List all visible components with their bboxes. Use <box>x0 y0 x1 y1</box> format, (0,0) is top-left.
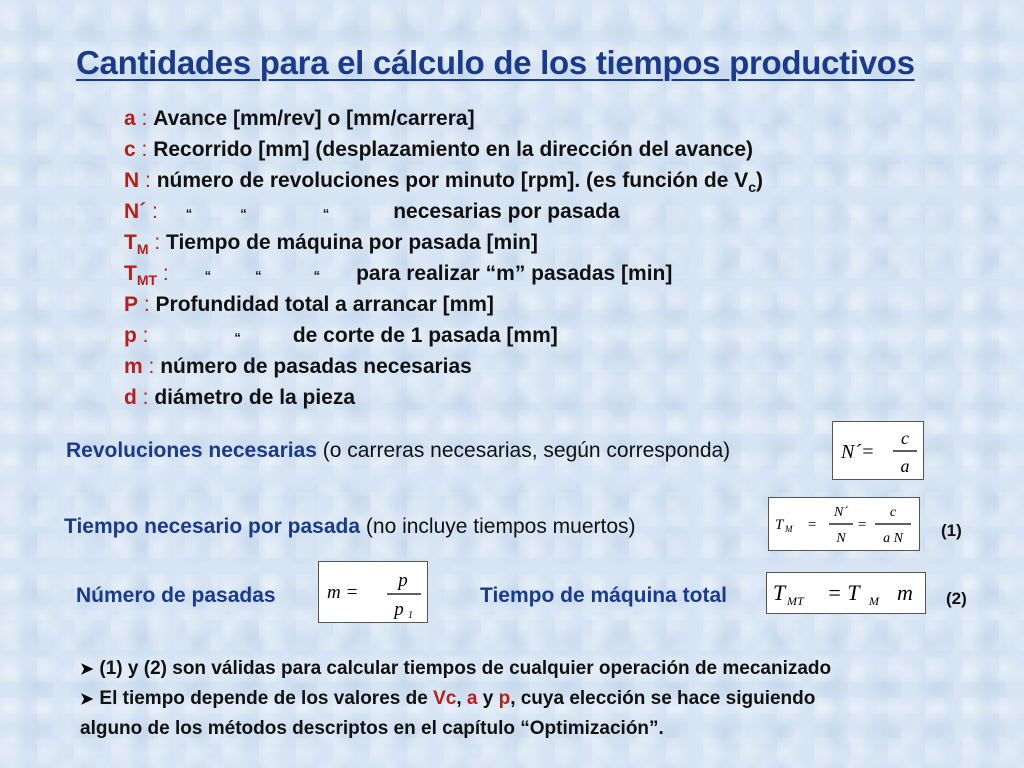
formula-denominator: p <box>394 599 404 620</box>
formula-m: m <box>897 580 913 605</box>
formula-revolutions <box>832 421 924 480</box>
tpp-label-bold: Tiempo necesario por pasada <box>64 515 361 538</box>
ditto-mark: “ <box>234 330 241 345</box>
def-subscript: M <box>136 241 149 257</box>
formula-d2: a N <box>883 531 903 546</box>
def-P <box>124 292 494 318</box>
bullet-text-end: , cuya elección se hace siguiendo <box>510 688 816 709</box>
def-separator: : <box>146 200 164 223</box>
def-symbol: d <box>124 386 137 409</box>
equation-tag-1: (1) <box>941 521 962 540</box>
ditto-mark: “ <box>255 268 262 283</box>
def-subscript: c <box>748 179 757 195</box>
def-symbol: T <box>124 262 137 285</box>
def-c <box>124 137 753 163</box>
def-text: diámetro de la pieza <box>154 386 356 409</box>
formula-denominator-subscript: 1 <box>408 610 413 621</box>
bullet-symbol-vc: Vc <box>433 688 457 709</box>
formula-lhs: N´= <box>841 441 875 463</box>
def-symbol: N´ <box>124 200 147 223</box>
passes-label: Número de pasadas <box>76 584 276 607</box>
def-text: necesarias por pasada <box>393 200 620 223</box>
def-separator: : <box>157 262 175 285</box>
formula-T: T <box>775 517 784 533</box>
bullet-text: alguno de los métodos descriptos en el capítulo “Optimización”. <box>80 718 664 739</box>
def-subscript: MT <box>136 272 158 288</box>
formula-T-subscript-2: M <box>869 594 879 608</box>
total-time-label: Tiempo de máquina total <box>480 584 727 607</box>
def-symbol: T <box>124 231 137 254</box>
formula-total-time <box>766 572 926 614</box>
tpp-label <box>64 515 636 539</box>
def-text: Tiempo de máquina por pasada [min] <box>166 231 538 254</box>
def-d <box>124 385 355 411</box>
def-text: Recorrido [mm] (desplazamiento en la dirección del avance) <box>153 138 754 161</box>
def-N-prime <box>124 199 620 227</box>
arrow-bullet-icon: ➤ <box>80 661 94 678</box>
bullet-item-3 <box>80 714 664 744</box>
formula-lhs: m = <box>327 582 359 603</box>
formula-numerator: c <box>901 428 909 448</box>
def-symbol: m <box>124 355 143 378</box>
ditto-mark: “ <box>240 206 247 221</box>
bullet-text: (1) y (2) son válidas para calcular tiempos de cualquier operación de mecanizado <box>99 658 832 679</box>
formula-passes <box>318 561 428 623</box>
tpp-label-rest: (no incluye tiempos muertos) <box>360 515 636 538</box>
formula-eq: = T <box>827 580 860 605</box>
def-separator: : <box>135 107 154 130</box>
def-text: para realizar “m” pasadas [min] <box>356 262 673 285</box>
formula-time-per-pass <box>768 497 920 551</box>
def-TM <box>124 230 538 262</box>
def-symbol: N <box>124 169 140 192</box>
ditto-mark: “ <box>322 206 330 221</box>
formula-eq-2: = <box>857 517 868 533</box>
def-text: Avance [mm/rev] o [mm/carrera] <box>153 107 475 130</box>
formula-numerator: p <box>398 570 408 591</box>
bullet-item-1 <box>80 654 831 685</box>
ditto-mark: “ <box>185 206 193 221</box>
def-symbol: c <box>124 138 136 161</box>
def-separator: : <box>142 355 161 378</box>
formula-T-subscript: M <box>785 524 793 534</box>
def-separator: : <box>139 169 157 192</box>
bullet-item-2 <box>80 684 815 715</box>
def-text-end: ) <box>756 169 764 192</box>
bullet-symbol-a: a <box>466 688 478 709</box>
def-symbol: P <box>124 293 139 316</box>
rev-label-rest: (o carreras necesarias, según corresponda) <box>316 439 731 462</box>
def-text: Profundidad total a arrancar [mm] <box>155 293 494 316</box>
bullet-y: y <box>477 688 499 709</box>
def-separator: : <box>148 231 167 254</box>
formula-denominator: a <box>900 456 910 476</box>
def-text: número de revoluciones por minuto [rpm]. (es función de V <box>156 169 749 192</box>
def-symbol: p <box>124 324 137 347</box>
def-a <box>124 106 475 132</box>
formula-n1: N´ <box>834 505 848 520</box>
equation-tag-2: (2) <box>946 589 967 608</box>
bullet-text: El tiempo depende de los valores de <box>99 688 434 709</box>
def-separator: : <box>136 386 155 409</box>
bullet-symbol-p: p <box>498 688 511 709</box>
def-separator: : <box>136 324 155 347</box>
def-TMT <box>124 261 672 293</box>
def-text: número de pasadas necesarias <box>160 355 472 378</box>
formula-T-subscript: MT <box>787 594 804 608</box>
ditto-mark: “ <box>313 268 321 283</box>
rev-label <box>66 439 730 463</box>
def-symbol: a <box>124 107 136 130</box>
def-separator: : <box>135 138 154 161</box>
def-N <box>124 168 763 200</box>
ditto-mark: “ <box>204 268 212 283</box>
arrow-bullet-icon: ➤ <box>80 691 94 708</box>
def-m <box>124 354 472 380</box>
def-text: de corte de 1 pasada [mm] <box>292 324 558 347</box>
formula-d1: N <box>836 531 846 546</box>
formula-n2: c <box>889 505 897 520</box>
def-separator: : <box>138 293 156 316</box>
rev-label-bold: Revoluciones necesarias <box>66 439 317 462</box>
formula-T: T <box>773 580 786 605</box>
bullet-comma: , <box>456 688 467 709</box>
def-p <box>124 323 558 351</box>
page-title: Cantidades para el cálculo de los tiempos productivos <box>76 44 915 81</box>
formula-eq-1: = <box>807 517 818 533</box>
